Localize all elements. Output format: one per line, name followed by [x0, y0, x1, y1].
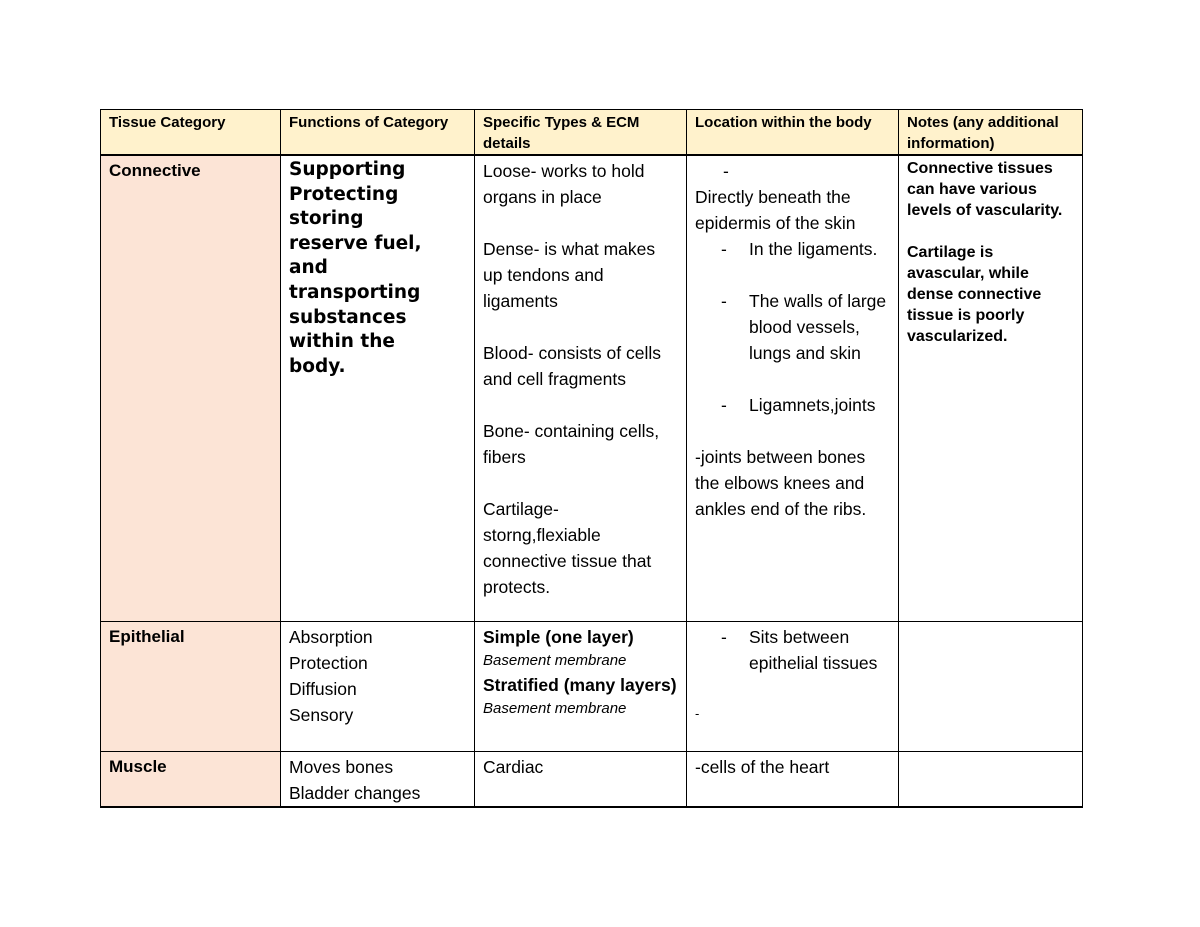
location-dash: - — [723, 161, 729, 181]
header-specific-types: Specific Types & ECM details — [475, 110, 687, 156]
type-entry: Dense- is what makes up tendons and ligaments — [483, 239, 656, 311]
types-cell — [475, 155, 687, 622]
location-trailing-dash: - — [695, 706, 700, 721]
function-line: body. — [289, 355, 346, 377]
table-row-muscle — [101, 752, 1083, 808]
functions-cell — [281, 752, 475, 808]
header-functions: Functions of Category — [281, 110, 475, 156]
type-simple-note: Basement membrane — [483, 652, 627, 669]
note-paragraph: Connective tissues can have various levels of vascularity. — [907, 160, 1063, 219]
location-list-item: - The walls of large blood vessels, lungs and skin — [721, 291, 887, 363]
function-line: substances — [289, 306, 407, 328]
location-list-item: - Sits between epithelial tissues — [721, 627, 878, 673]
location-outro: -joints between bones the elbows knees and ankles end of the ribs. — [695, 447, 867, 519]
location-cell — [687, 622, 899, 752]
type-simple: Simple (one layer) — [483, 627, 634, 647]
notes-cell — [899, 752, 1083, 808]
category-cell: Connective — [101, 155, 281, 622]
function-line: Absorption — [289, 627, 373, 647]
function-line: transporting — [289, 281, 421, 303]
function-line: and — [289, 257, 328, 279]
note-paragraph: Cartilage is avascular, while dense connective tissue is poorly vascularized. — [907, 244, 1042, 345]
functions-cell — [281, 155, 475, 622]
type-entry: Blood- consists of cells and cell fragments — [483, 343, 661, 389]
location-list-item: - In the ligaments. — [721, 239, 878, 259]
tissue-table — [100, 109, 1083, 808]
function-line: Bladder changes — [289, 783, 421, 803]
location-list-item: - Ligamnets,joints — [721, 395, 876, 415]
notes-cell — [899, 155, 1083, 622]
type-entry: Cartilage- storng,flexiable connective tissue that protects. — [483, 499, 652, 597]
category-cell: Muscle — [101, 752, 281, 808]
function-line: reserve fuel, — [289, 232, 422, 254]
types-cell: Cardiac — [475, 752, 687, 808]
types-cell — [475, 622, 687, 752]
table-row-connective — [101, 155, 1083, 622]
type-entry: Loose- works to hold organs in place — [483, 161, 645, 207]
location-intro: Directly beneath the epidermis of the skin — [695, 187, 856, 233]
function-line: storing — [289, 208, 364, 230]
function-line: Moves bones — [289, 757, 394, 777]
function-line: within the — [289, 331, 395, 353]
location-cell: -cells of the heart — [687, 752, 899, 808]
type-entry: Bone- containing cells, fibers — [483, 421, 660, 467]
header-row — [101, 110, 1083, 156]
functions-cell — [281, 622, 475, 752]
function-line: Diffusion — [289, 679, 357, 699]
type-stratified: Stratified (many layers) — [483, 675, 677, 695]
header-location: Location within the body — [687, 110, 899, 156]
function-line: Supporting — [289, 159, 406, 180]
function-line: Protecting — [289, 183, 399, 205]
header-notes: Notes (any additional information) — [899, 110, 1083, 156]
table-row-epithelial — [101, 622, 1083, 752]
header-tissue-category: Tissue Category — [101, 110, 281, 156]
function-line: Sensory — [289, 705, 354, 725]
type-stratified-note: Basement membrane — [483, 700, 627, 717]
notes-cell — [899, 622, 1083, 752]
category-cell: Epithelial — [101, 622, 281, 752]
function-line: Protection — [289, 653, 368, 673]
location-cell — [687, 155, 899, 622]
